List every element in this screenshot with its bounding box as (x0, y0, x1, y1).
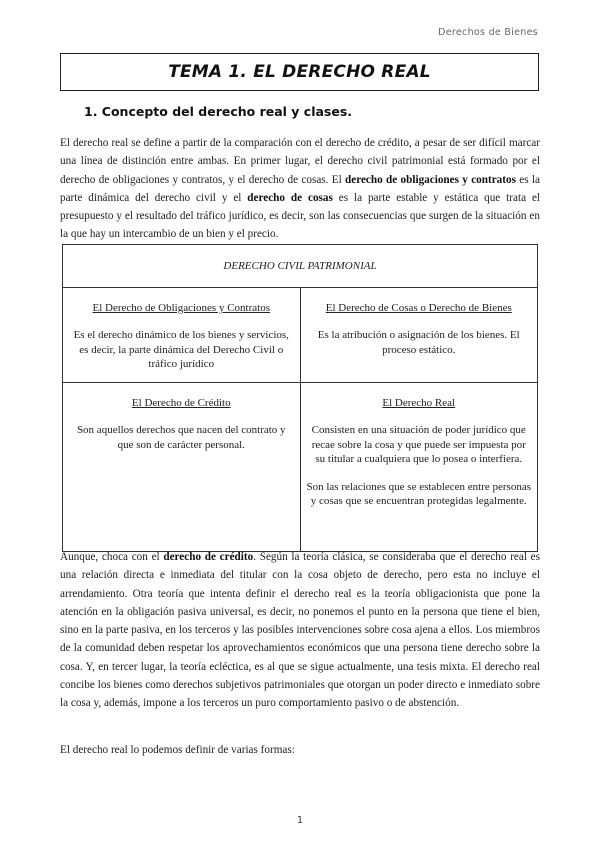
cell-spacer (307, 467, 532, 480)
cell-title: El Derecho de Cosas o Derecho de Bienes (325, 302, 512, 314)
document-title: TEMA 1. EL DERECHO REAL (168, 62, 431, 82)
bold-term: derecho de obligaciones y contratos (345, 173, 516, 186)
table-cell-cosas (300, 288, 538, 383)
cell-title: El Derecho Real (382, 397, 456, 409)
running-header: Derechos de Bienes (438, 27, 538, 38)
table-cell-credito (63, 383, 301, 552)
section-heading: 1. Concepto del derecho real y clases. (84, 104, 353, 119)
bold-term: derecho de cosas (247, 191, 333, 204)
table-header: DERECHO CIVIL PATRIMONIAL (63, 245, 538, 288)
bold-term: derecho de crédito (163, 551, 254, 563)
table-cell-real (300, 383, 538, 552)
paragraph-text: es la parte dinámica del derecho civil y el (60, 173, 540, 204)
cell-text: Son aquellos derechos que nacen del contrato y que son de carácter personal. (76, 424, 286, 451)
paragraph-text: El derecho real se define a partir de la comparación con el derecho de crédito, a pesar de ser difícil marcar una línea de distinción entre ambas. En primer lugar, el derecho civil patrimonial está formado por el derecho de obligaciones y contratos, y el derecho de cosas. El (60, 137, 540, 186)
paragraph-text: . Según la teoría clásica, se consideraba que el derecho real es una relación directa e inmediata del titular con la cosa objeto de derecho, pero esta no incluye el arrendamiento. Otra teoría que intenta definir el derecho real es la teoría obligacionista que pone la atención en la obligación pasiva universal, es decir, no ponemos el punto en la persona que tiene el bien, sino en la parte pasiva, en los terceros y las posibles intervenciones sobre cosa ajena a ellos. Los miembros de la comunidad deben respetar los aprovechamientos económicos que una persona tiene derecho sobre la cosa. Y, en tercer lugar, la teoría ecléctica, es al que se sigue actualmente, una tesis mixta. El derecho real concibe los bienes como derechos subjetivos patrimoniales que otorgan un poder directo e inmediato sobre la cosa y, además, impone a los terceros un puro comportamiento pasivo o de abstención. (60, 551, 540, 710)
title-box (60, 53, 539, 91)
cell-text: Es el derecho dinámico de los bienes y servicios, es decir, la parte dinámica del Derecho Civil o tráfico jurídico (73, 329, 289, 370)
paragraph-intro (60, 134, 540, 244)
cell-text: Consisten en una situación de poder jurídico que recae sobre la cosa y que puede ser impuesta por su titular a cualquiera que lo posea o interfiera. (311, 424, 526, 465)
cell-title: El Derecho de Crédito (131, 397, 231, 409)
paragraph-text: Aunque, choca con el (60, 551, 164, 563)
cell-title: El Derecho de Obligaciones y Contratos (92, 302, 270, 314)
paragraph-text: es la parte estable y estática que trata el presupuesto y el resultado del tráfico jurídico, es decir, son las consecuencias que surgen de la situación en la que hay un intercambio de un bien y el precio. (60, 191, 541, 241)
table-cell-obligaciones (63, 288, 301, 383)
paragraph-definition-intro: El derecho real lo podemos definir de varias formas: (60, 744, 295, 756)
paragraph-theories (60, 548, 540, 713)
cell-text-secondary: Son las relaciones que se establecen entre personas y cosas que se encuentran protegidas legalmente. (306, 480, 531, 507)
cell-text: Es la atribución o asignación de los bienes. El proceso estático. (317, 329, 520, 356)
patrimonial-law-table (62, 244, 538, 552)
page-number: 1 (296, 815, 304, 826)
